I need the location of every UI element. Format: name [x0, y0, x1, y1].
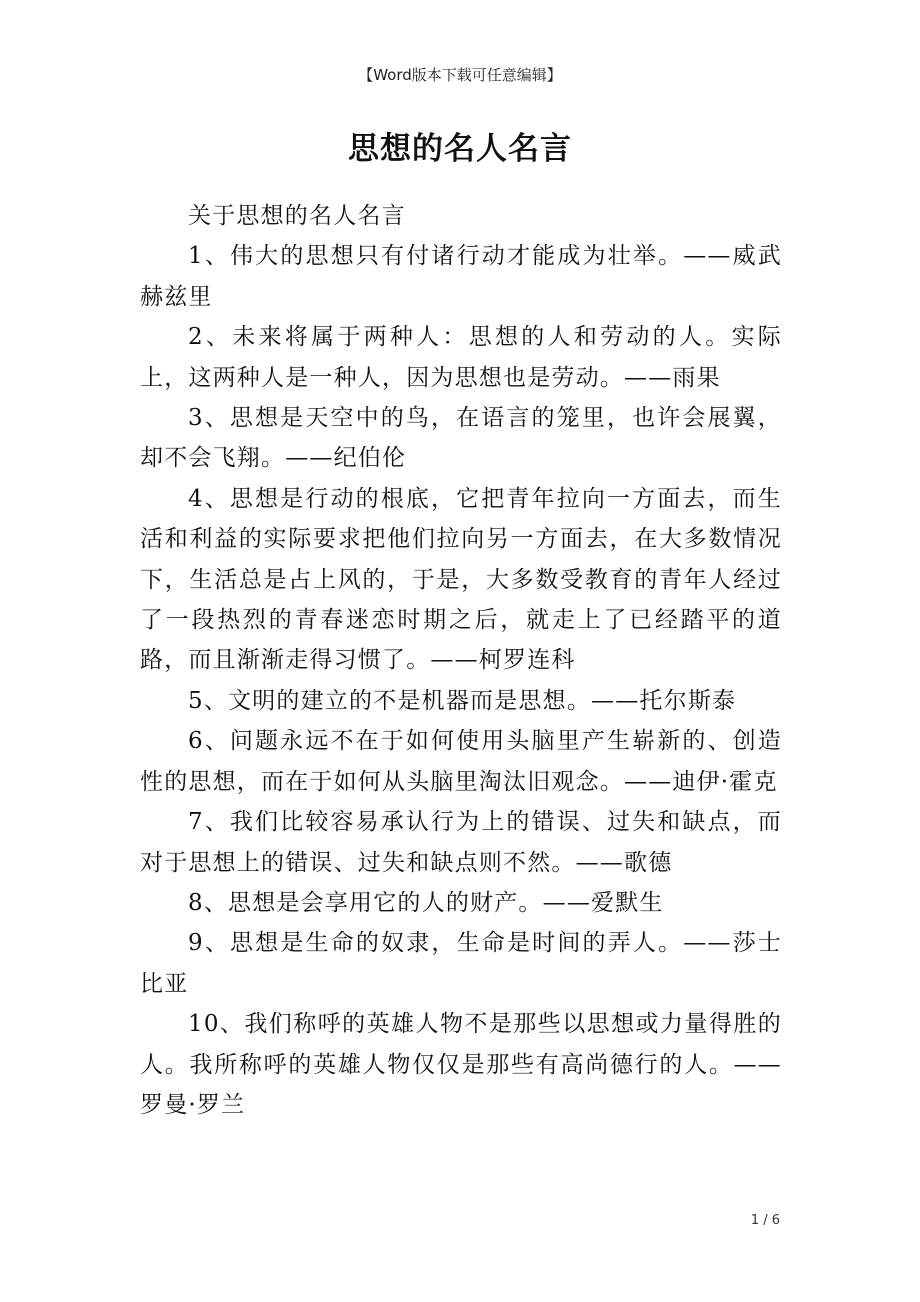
download-note: 【Word版本下载可任意编辑】: [358, 66, 562, 84]
quote-paragraph: 3、思想是天空中的鸟，在语言的笼里，也许会展翼，却不会飞翔。——纪伯伦: [140, 405, 782, 472]
quote-paragraph: 7、我们比较容易承认行为上的错误、过失和缺点，而对于思想上的错误、过失和缺点则不然。——歌德: [140, 809, 782, 876]
section-heading: 关于思想的名人名言: [188, 203, 406, 229]
quote-paragraph: 9、思想是生命的奴隶，生命是时间的弄人。——莎士比亚: [140, 930, 782, 997]
page-number: 1 / 6: [750, 1213, 780, 1228]
quote-paragraph: 5、文明的建立的不是机器而是思想。——托尔斯泰: [188, 687, 737, 714]
quote-paragraph: 2、未来将属于两种人：思想的人和劳动的人。实际上，这两种人是一种人，因为思想也是劳动。——雨果: [140, 324, 782, 391]
quote-paragraph: 4、思想是行动的根底，它把青年拉向一方面去，而生活和利益的实际要求把他们拉向另一方面去，在大多数情况下，生活总是占上风的，于是，大多数受教育的青年人经过了一段热烈的青春迷恋时期之后，就走上了已经踏平的道路，而且渐渐走得习惯了。——柯罗连科: [140, 485, 782, 674]
quote-paragraph: 10、我们称呼的英雄人物不是那些以思想或力量得胜的人。我所称呼的英雄人物仅仅是那些有高尚德行的人。——罗曼·罗兰: [140, 1011, 782, 1118]
quote-paragraph: 8、思想是会享用它的人的财产。——爱默生: [188, 889, 664, 916]
document-title: 思想的名人名言: [348, 131, 572, 167]
document-body: [140, 196, 782, 1125]
quote-paragraph: 1、伟大的思想只有付诸行动才能成为壮举。——威武赫兹里: [140, 243, 782, 310]
quote-paragraph: 6、问题永远不在于如何使用头脑里产生崭新的、创造性的思想，而在于如何从头脑里淘汰旧观念。——迪伊·霍克: [140, 728, 782, 795]
